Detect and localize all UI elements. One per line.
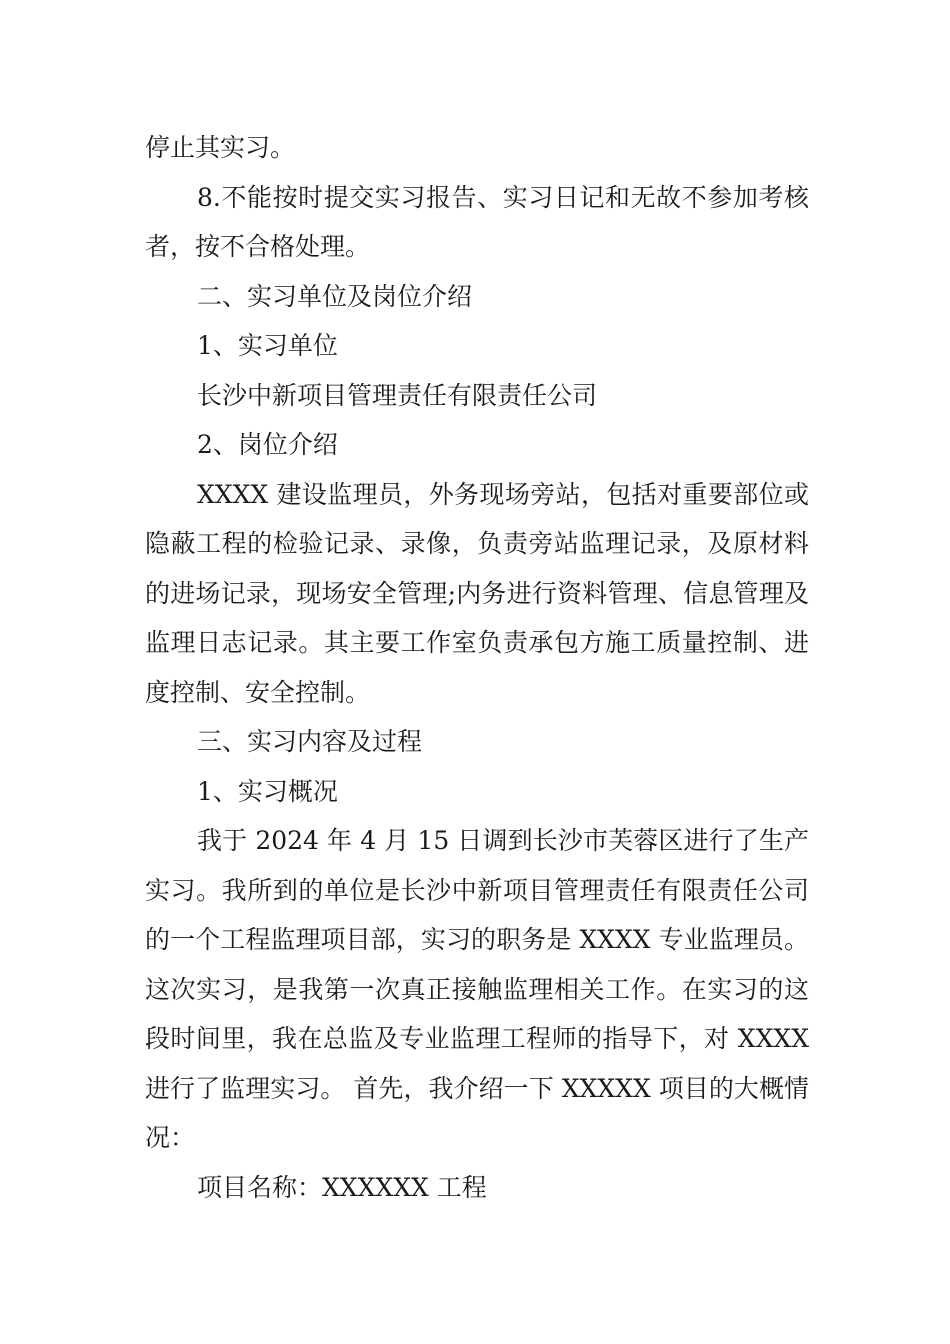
paragraph-project-name: 项目名称：XXXXXX 工程 (197, 1172, 487, 1202)
section-heading-content-and-process: 三、实习内容及过程 (197, 727, 423, 756)
document-body (145, 123, 809, 1212)
paragraph-internship-overview: 我于 2024 年 4 月 15 日调到长沙市芙蓉区进行了生产实习。我所到的单位是长沙中新项目管理责任有限责任公司的一个工程监理项目部，实习的职务是 XXXX 专业监理员。这次实习，是我第一次真正接触监理相关工作。在实习的这段时间里，我在总监及专业监理工程师的指导下，对 XXXX 进行了监理实习。 首先，我介绍一下 XXXXX 项目的大概情况： (145, 826, 809, 1152)
paragraph-stop-internship: 停止其实习。 (145, 133, 296, 162)
paragraph-company-name: 长沙中新项目管理责任有限责任公司 (197, 380, 598, 410)
subheading-internship-overview: 1、实习概况 (197, 776, 338, 806)
subheading-position-intro: 2、岗位介绍 (197, 430, 338, 459)
paragraph-rule-8: 8.不能按时提交实习报告、实习日记和无故不参加考核者，按不合格处理。 (145, 182, 809, 261)
subheading-internship-unit: 1、实习单位 (197, 331, 338, 360)
section-heading-unit-and-position: 二、实习单位及岗位介绍 (197, 281, 473, 311)
paragraph-position-description: XXXX 建设监理员，外务现场旁站，包括对重要部位或隐蔽工程的检验记录、录像，负责旁站监理记录，及原材料的进场记录，现场安全管理;内务进行资料管理、信息管理及监理日志记录。其主要工作室负责承包方施工质量控制、进度控制、安全控制。 (145, 479, 809, 707)
